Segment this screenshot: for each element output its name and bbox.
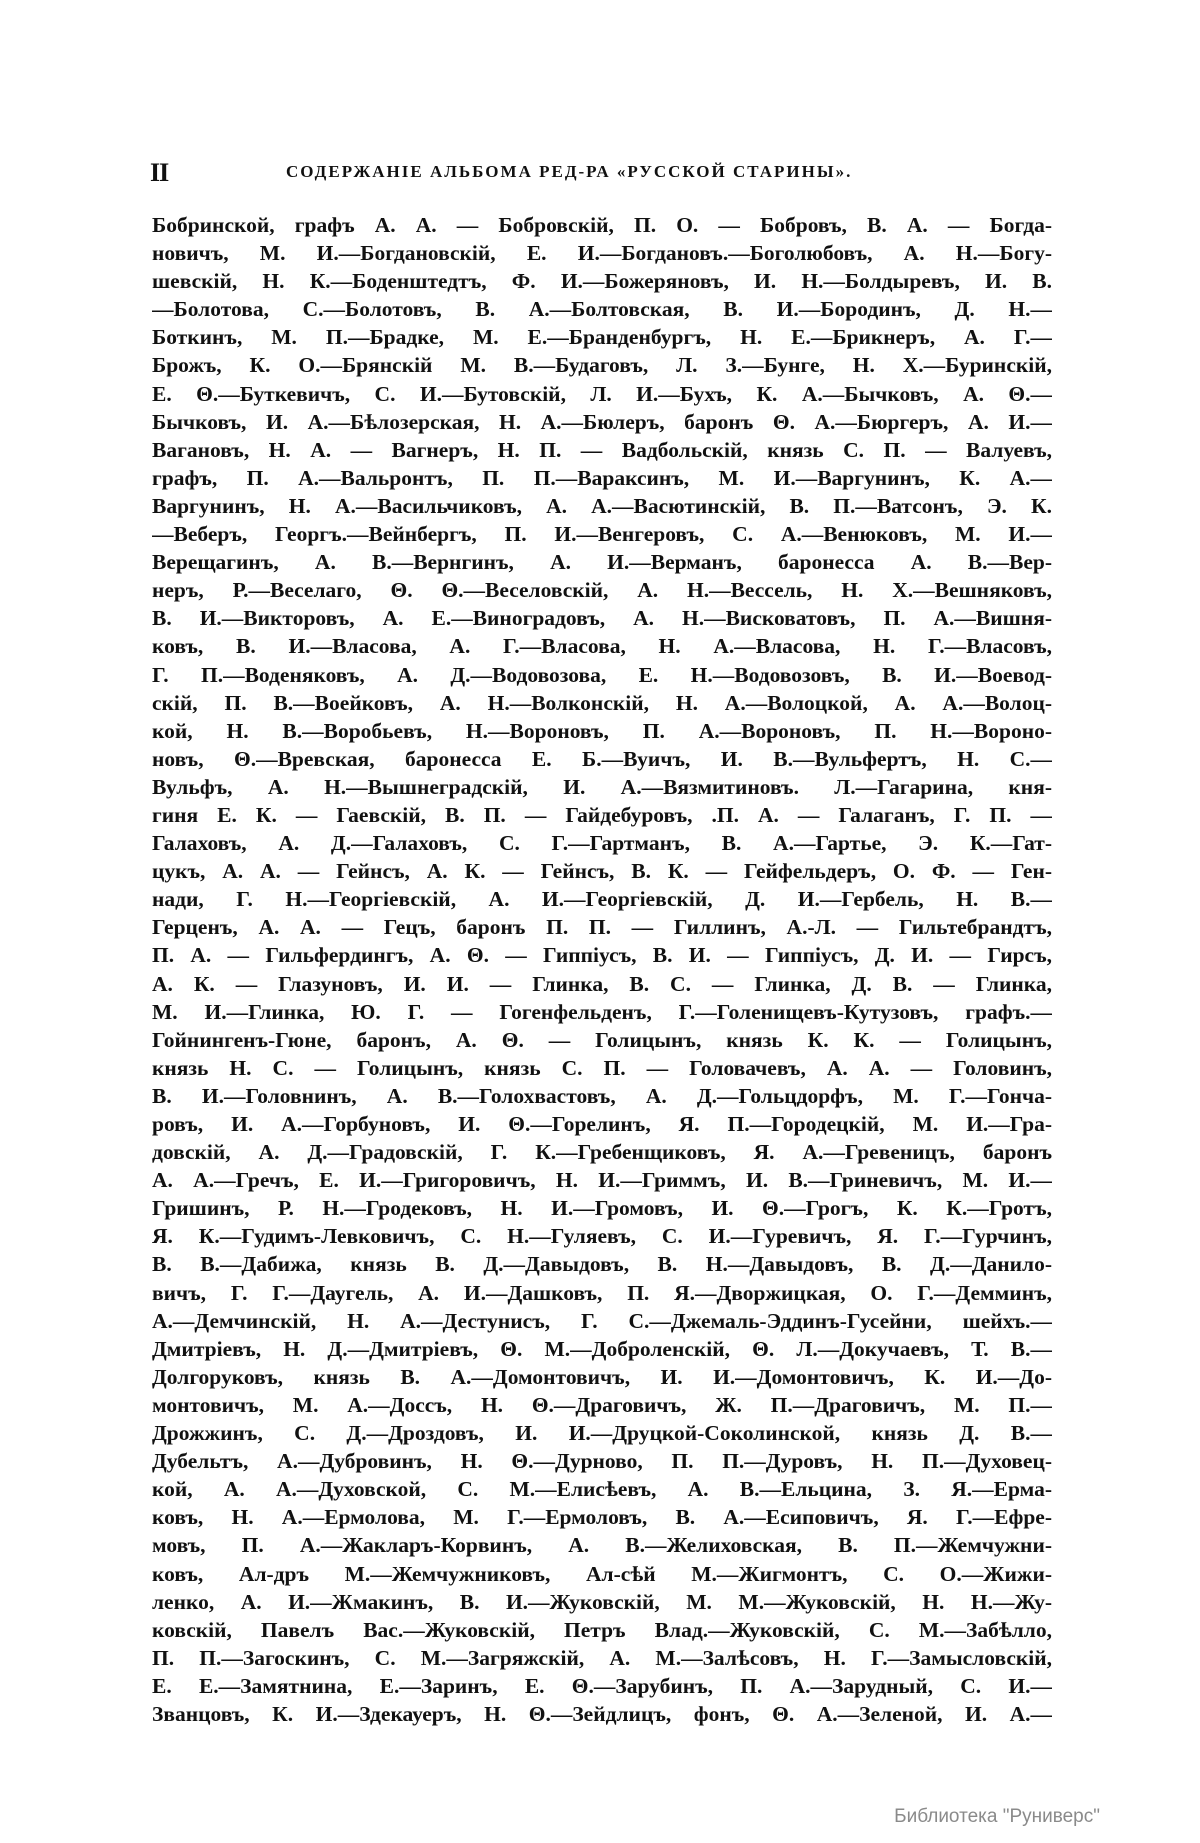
text-line: князь Н. С. — Голицынъ, князь С. П. — Головачевъ, А. А. — Головинъ, [152, 1055, 1052, 1080]
text-line: Г. П.—Воденяковъ, А. Д.—Водовозова, Е. Н.—Водовозовъ, В. И.—Воевод- [152, 662, 1052, 687]
text-line: ковскій, Павелъ Вас.—Жуковскій, Петръ Влад.—Жуковскій, С. М.—Забѣлло, [152, 1617, 1052, 1642]
text-line: Варгунинъ, Н. А.—Васильчиковъ, А. А.—Васютинскій, В. П.—Ватсонъ, Э. К. [152, 493, 1052, 518]
text-line: скій, П. В.—Воейковъ, А. Н.—Волконскій, Н. А.—Волоцкой, А. А.—Волоц- [152, 690, 1052, 715]
text-line: неръ, Р.—Веселаго, Θ. Θ.—Веселовскій, А. Н.—Вессель, Н. Х.—Вешняковъ, [152, 578, 1052, 603]
text-line: —Болотова, С.—Болотовъ, В. А.—Болтовская, В. И.—Бородинъ, Д. Н.— [152, 297, 1052, 322]
text-line: ровъ, И. А.—Горбуновъ, И. Θ.—Горелинъ, Я. П.—Городецкій, М. И.—Гра- [152, 1112, 1052, 1136]
text-line: М. И.—Глинка, Ю. Г. — Гогенфельденъ, Г.—Голенищевъ-Кутузовъ, графъ.— [152, 999, 1052, 1024]
text-line: Галаховъ, А. Д.—Галаховъ, С. Г.—Гартманъ, В. А.—Гартье, Э. К.—Гат- [152, 831, 1052, 856]
text-line: Дубельтъ, А.—Дубровинъ, Н. Θ.—Дурново, П. П.—Дуровъ, Н. П.—Духовец- [152, 1449, 1052, 1474]
text-line: Боткинъ, М. П.—Брадке, М. Е.—Бранденбургъ, Н. Е.—Брикнеръ, А. Г.— [152, 325, 1052, 350]
text-line: Бычковъ, И. А.—Бѣлозерская, Н. А.—Бюлеръ, баронъ Θ. А.—Бюргеръ, А. И.— [152, 409, 1052, 434]
text-line: В. И.—Головнинъ, А. В.—Голохвастовъ, А. Д.—Гольцдорфъ, М. Г.—Гонча- [152, 1083, 1052, 1108]
text-line: ковъ, Ал-дръ М.—Жемчужниковъ, Ал-сѣй М.—Жигмонтъ, С. О.—Жижи- [152, 1561, 1052, 1586]
text-line: П. А. — Гильфердингъ, А. Θ. — Гиппіусъ, В. И. — Гиппіусъ, Д. И. — Гирсъ, [152, 943, 1052, 968]
text-line: Вагановъ, Н. А. — Вагнеръ, Н. П. — Вадбольскій, князь С. П. — Валуевъ, [152, 437, 1052, 462]
text-line: цукъ, А. А. — Гейнсъ, А. К. — Гейнсъ, В. К. — Гейфельдеръ, О. Ф. — Ген- [152, 859, 1052, 884]
text-line: новъ, Θ.—Вревская, баронесса Е. Б.—Вуичъ, И. В.—Вульфертъ, Н. С.— [152, 746, 1052, 771]
text-line: Я. К.—Гудимъ-Левковичъ, С. Н.—Гуляевъ, С. И.—Гуревичъ, Я. Г.—Гурчинъ, [152, 1224, 1052, 1249]
text-line: Дмитріевъ, Н. Д.—Дмитріевъ, Θ. М.—Доброленскій, Θ. Л.—Докучаевъ, Т. В.— [152, 1336, 1052, 1361]
text-line: В. И.—Викторовъ, А. Е.—Виноградовъ, А. Н.—Висковатовъ, П. А.—Вишня- [152, 606, 1052, 631]
text-line: Герценъ, А. А. — Гецъ, баронъ П. П. — Гиллинъ, А.-Л. — Гильтебрандтъ, [152, 915, 1052, 940]
text-line: А. К. — Глазуновъ, И. И. — Глинка, В. С. — Глинка, Д. В. — Глинка, [152, 971, 1052, 996]
text-line: Гойнингенъ-Гюне, баронъ, А. Θ. — Голицынъ, князь К. К. — Голицынъ, [152, 1027, 1052, 1052]
text-line: В. В.—Дабижа, князь В. Д.—Давыдовъ, В. Н.—Давыдовъ, В. Д.—Данило- [152, 1252, 1052, 1277]
text-line: вичъ, Г. Г.—Даугель, А. И.—Дашковъ, П. Я.—Дворжицкая, О. Г.—Демминъ, [152, 1280, 1052, 1305]
page-header [150, 158, 1050, 188]
text-line: кой, Н. В.—Воробьевъ, Н.—Вороновъ, П. А.—Вороновъ, П. Н.—Вороно- [152, 718, 1052, 743]
text-line: А. А.—Гречъ, Е. И.—Григоровичъ, Н. И.—Гриммъ, И. В.—Гриневичъ, М. И.— [152, 1168, 1052, 1193]
text-line: Вульфъ, А. Н.—Вышнеградскій, И. А.—Вязмитиновъ. Л.—Гагарина, кня- [152, 774, 1052, 799]
text-line: ковъ, Н. А.—Ермолова, М. Г.—Ермоловъ, В. А.—Есиповичъ, Я. Г.—Ефре- [152, 1505, 1052, 1530]
text-line: мовъ, П. А.—Жакларъ-Корвинъ, А. В.—Желиховская, В. П.—Жемчужни- [152, 1533, 1052, 1558]
text-line: П. П.—Загоскинъ, С. М.—Загряжскій, А. М.—Залѣсовъ, Н. Г.—Замысловскій, [152, 1645, 1052, 1670]
index-text-block [152, 211, 1052, 1728]
text-line: шевскій, Н. К.—Боденштедтъ, Ф. И.—Божеряновъ, И. Н.—Болдыревъ, И. В. [152, 269, 1052, 294]
library-watermark: Библиотека "Руниверс" [894, 1806, 1100, 1827]
page-number: II [150, 158, 169, 187]
text-line: Гришинъ, Р. Н.—Гродековъ, Н. И.—Громовъ, И. Θ.—Грогъ, К. К.—Гротъ, [152, 1196, 1052, 1221]
text-line: Званцовъ, К. И.—Здекауеръ, Н. Θ.—Зейдлицъ, фонъ, Θ. А.—Зеленой, И. А.— [152, 1701, 1052, 1726]
text-line: ковъ, В. И.—Власова, А. Г.—Власова, Н. А.—Власова, Н. Г.—Власовъ, [152, 634, 1052, 659]
text-line: довскій, А. Д.—Градовскій, Г. К.—Гребенщиковъ, Я. А.—Гревеницъ, баронъ [152, 1140, 1052, 1165]
text-line: гиня Е. К. — Гаевскій, В. П. — Гайдебуровъ, .П. А. — Галаганъ, Г. П. — [152, 802, 1052, 827]
text-line: нади, Г. Н.—Георгіевскій, А. И.—Георгіевскій, Д. И.—Гербель, Н. В.— [152, 887, 1052, 912]
running-title: СОДЕРЖАНІЕ АЛЬБОМА РЕД-РА «РУССКОЙ СТАРИНЫ». [286, 162, 853, 181]
text-line: ленко, А. И.—Жмакинъ, В. И.—Жуковскій, М. М.—Жуковскій, Н. Н.—Жу- [152, 1589, 1052, 1614]
text-line: графъ, П. А.—Вальронтъ, П. П.—Вараксинъ, М. И.—Варгунинъ, К. А.— [152, 465, 1052, 490]
text-line: Е. Е.—Замятнина, Е.—Заринъ, Е. Θ.—Зарубинъ, П. А.—Зарудный, С. И.— [152, 1673, 1052, 1698]
text-line: А.—Демчинскій, Н. А.—Дестунисъ, Г. С.—Джемаль-Эддинъ-Гусейни, шейхъ.— [152, 1308, 1052, 1333]
text-line: —Веберъ, Георгъ.—Вейнбергъ, П. И.—Венгеровъ, С. А.—Венюковъ, М. И.— [152, 522, 1052, 547]
text-line: Дрожжинъ, С. Д.—Дроздовъ, И. И.—Друцкой-Соколинской, князь Д. В.— [152, 1421, 1052, 1446]
text-line: монтовичъ, М. А.—Доссъ, Н. Θ.—Драговичъ, Ж. П.—Драговичъ, М. П.— [152, 1392, 1052, 1417]
text-line: Верещагинъ, А. В.—Вернгинъ, А. И.—Верманъ, баронесса А. В.—Вер- [152, 550, 1052, 575]
text-line: Е. Θ.—Буткевичъ, С. И.—Бутовскій, Л. И.—Бухъ, К. А.—Бычковъ, А. Θ.— [152, 381, 1052, 406]
text-line: Долгоруковъ, князь В. А.—Домонтовичъ, И. И.—Домонтовичъ, К. И.—До- [152, 1364, 1052, 1389]
text-line: кой, А. А.—Духовской, С. М.—Елисѣевъ, А. В.—Ельцина, З. Я.—Ерма- [152, 1477, 1052, 1502]
text-line: Бобринской, графъ А. А. — Бобровскій, П. О. — Бобровъ, В. А. — Богда- [152, 213, 1052, 237]
text-line: Брожъ, К. О.—Брянскій М. В.—Будаговъ, Л. З.—Бунге, Н. Х.—Буринскій, [152, 353, 1052, 378]
text-line: новичъ, М. И.—Богдановскій, Е. И.—Богдановъ.—Боголюбовъ, А. Н.—Богу- [152, 241, 1052, 266]
